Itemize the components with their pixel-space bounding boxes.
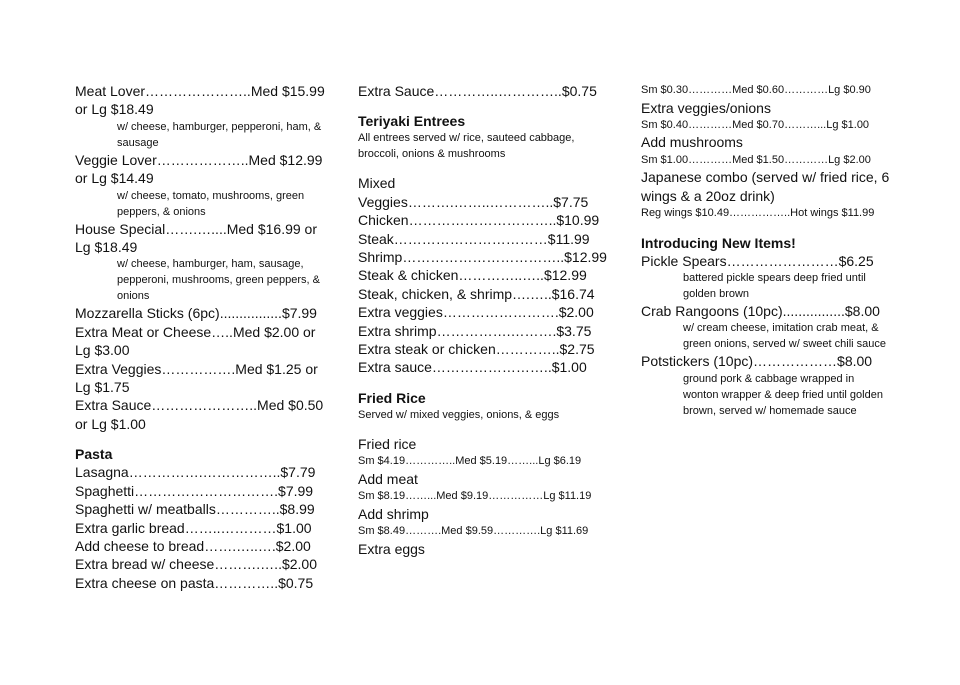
- menu-item: Add meat: [358, 470, 418, 487]
- menu-item: Steak……………………………$11.99: [358, 230, 590, 247]
- spacer: [358, 162, 608, 174]
- menu-item: Extra sauce……………………..$1.00: [358, 359, 587, 376]
- menu-item: Extra Veggies…………….Med $1.25 or Lg $1.75: [75, 360, 322, 396]
- menu-item: Add shrimp: [358, 505, 429, 522]
- menu-item: Extra bread w/ cheese……….…..$2.00: [75, 556, 317, 573]
- menu-item: Fried rice: [358, 435, 417, 452]
- menu-item: Veggie Lover………………..Med $12.99 or Lg $14.49: [75, 151, 327, 187]
- menu-column-3: [641, 82, 894, 419]
- menu-item: Extra eggs: [358, 540, 425, 557]
- menu-column-2: [358, 82, 608, 558]
- menu-item: Extra veggies/onions: [641, 99, 771, 116]
- menu-item: Extra steak or chicken…………..$2.75: [358, 341, 595, 358]
- menu-item: Pickle Spears……………………$6.25: [641, 252, 874, 269]
- menu-column-1: [75, 82, 329, 592]
- spacer: [358, 377, 608, 389]
- section-heading: Introducing New Items!: [641, 234, 796, 251]
- section-note: Served w/ mixed veggies, onions, & eggs: [358, 408, 560, 421]
- menu-item: Extra shrimp…………….……….$3.75: [358, 322, 592, 339]
- spacer: [358, 100, 608, 112]
- item-description: battered pickle spears deep fried until golden brown: [683, 272, 866, 301]
- menu-item: Veggies……….……..…………..$7.75: [358, 193, 589, 210]
- menu-item: House Special…….…....Med $16.99 or Lg $18.49: [75, 220, 321, 256]
- section-heading: Fried Rice: [358, 389, 426, 406]
- price-line: Reg wings $10.49……………..Hot wings $11.99: [641, 207, 875, 220]
- spacer: [358, 423, 608, 435]
- item-description: ground pork & cabbage wrapped in wonton wrapper & deep fried until golden brown, served w/ homemade sauce: [683, 372, 883, 417]
- menu-item: Spaghetti………………………….$7.99: [75, 482, 314, 499]
- price-line: Sm $1.00…………Med $1.50…………Lg $2.00: [641, 153, 871, 166]
- item-description: w/ cheese, hamburger, ham, sausage, pepperoni, mushrooms, green peppers, & onions: [117, 258, 321, 303]
- item-description: w/ cream cheese, imitation crab meat, & green onions, served w/ sweet chili sauce: [683, 322, 886, 351]
- menu-item: Shrimp……………………………..$12.99: [358, 249, 607, 266]
- price-line: Sm $8.49……….Med $9.59………….Lg $11.69: [358, 525, 589, 538]
- menu-item: Chicken…………………………..$10.99: [358, 212, 600, 229]
- spacer: [75, 433, 325, 445]
- menu-item: Mozzarella Sticks (6pc)................$7.99: [75, 305, 317, 322]
- price-line: Sm $0.30…………Med $0.60…………Lg $0.90: [641, 84, 871, 96]
- menu-item: Steak, chicken, & shrimp….…..$16.74: [358, 285, 595, 302]
- menu-item: Meat Lover…………………..Med $15.99 or Lg $18.49: [75, 83, 329, 118]
- section-note: All entrees served w/ rice, sauteed cabbage, broccoli, onions & mushrooms: [358, 132, 575, 161]
- section-heading: Teriyaki Entrees: [358, 113, 466, 130]
- menu-item: Add cheese to bread…….…..….$2.00: [75, 537, 311, 554]
- menu-item: Crab Rangoons (10pc)................$8.00: [641, 303, 880, 320]
- menu-item: Extra Sauce…………..…………..$0.75: [358, 83, 597, 99]
- menu-item: Extra cheese on pasta…………..$0.75: [75, 574, 314, 591]
- price-line: Sm $8.19……...Med $9.19……………Lg $11.19: [358, 490, 592, 503]
- menu-item: Mixed: [358, 175, 396, 192]
- price-line: Sm $0.40…………Med $0.70………...Lg $1.00: [641, 118, 870, 131]
- menu-item: Steak & chicken…………..…..$12.99: [358, 267, 587, 284]
- menu-item: Extra garlic bread……..…………$1.00: [75, 519, 312, 536]
- menu-item: Extra Meat or Cheese…..Med $2.00 or Lg $3.00: [75, 323, 320, 359]
- menu-item: Extra veggies…………………….$2.00: [358, 304, 594, 321]
- item-description: w/ cheese, tomato, mushrooms, green peppers, & onions: [117, 189, 305, 218]
- menu-item: Potstickers (10pc)………………$8.00: [641, 353, 873, 370]
- price-line: Sm $4.19…………..Med $5.19……...Lg $6.19: [358, 455, 582, 468]
- menu-item: Spaghetti w/ meatballs…………..$8.99: [75, 501, 315, 518]
- spacer: [641, 222, 891, 234]
- section-heading: Pasta: [75, 446, 113, 463]
- item-description: w/ cheese, hamburger, pepperoni, ham, & sausage: [117, 120, 322, 149]
- menu-item: Extra Sauce…………………..Med $0.50 or Lg $1.00: [75, 397, 328, 432]
- menu-item: Lasagna…………….……………..$7.79: [75, 464, 316, 481]
- menu-item: Japanese combo (served w/ fried rice, 6 wings & a 20oz drink): [641, 169, 894, 204]
- menu-item: Add mushrooms: [641, 134, 743, 151]
